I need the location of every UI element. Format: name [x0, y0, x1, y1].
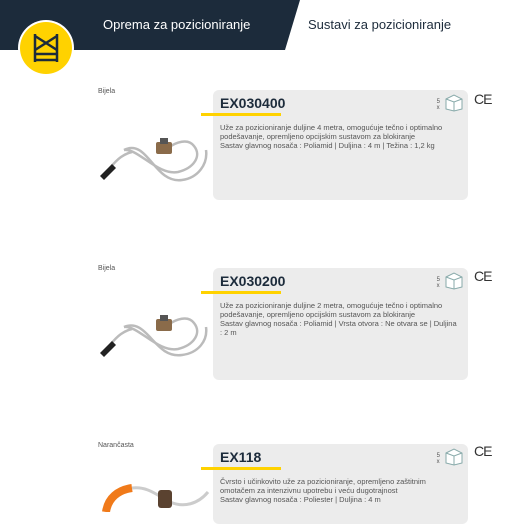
subsection-title: Sustavi za pozicioniranje [308, 17, 452, 32]
product-description [220, 123, 460, 150]
pack-quantity: 5 x [436, 99, 440, 111]
product-card [213, 268, 468, 380]
lanyard-image [98, 305, 210, 369]
box-icon [444, 94, 464, 112]
lanyard-image [98, 128, 210, 192]
ce-mark: CE [474, 268, 492, 284]
product-card [213, 444, 468, 524]
specs-text: Sastav glavnog nosača : Poliamid | Duljina : 4 m | Težina : 1,2 kg [220, 141, 435, 150]
box-icon [444, 272, 464, 290]
code-underline [201, 113, 281, 116]
description-text: Uže za pozicioniranje duljine 4 metra, omogućuje tečno i optimalno podešavanje, opremljeno opcijskim sustavom za blokiranje [220, 123, 443, 141]
color-label: Narančasta [98, 442, 134, 449]
page-header [0, 0, 512, 50]
specs-text: Sastav glavnog nosača : Poliamid | Vrsta otvora : Ne otvara se | Duljina : 2 m [220, 319, 457, 337]
ce-mark: CE [474, 443, 492, 459]
color-label: Bijela [98, 265, 116, 272]
section-title: Oprema za pozicioniranje [103, 17, 251, 32]
specs-text: Sastav glavnog nosača : Poliester | Duljina : 4 m [220, 495, 381, 504]
code-underline [201, 467, 281, 470]
product-code: EX030200 [220, 273, 286, 289]
description-text: Čvrsto i učinkovito uže za pozicioniranje, opremljeno zaštitnim omotačem za intenzivnu upotrebu i veću dugotrajnost [220, 477, 426, 495]
harness-icon [31, 32, 61, 64]
pack-quantity: 5 x [436, 453, 440, 465]
box-icon [444, 448, 464, 466]
product-code: EX030400 [220, 95, 286, 111]
ce-mark: CE [474, 91, 492, 107]
description-text: Uže za pozicioniranje duljine 2 metra, omogućuje tečno i optimalno podešavanje, opremljeno opcijskim sustavom za blokiranje [220, 301, 443, 319]
color-label: Bijela [98, 88, 116, 95]
product-card [213, 90, 468, 200]
product-description [220, 301, 460, 337]
code-underline [201, 291, 281, 294]
product-code: EX118 [220, 449, 262, 465]
product-description [220, 477, 460, 504]
pack-quantity: 5 x [436, 277, 440, 289]
harness-logo [20, 22, 72, 74]
lanyard-image [98, 478, 210, 512]
